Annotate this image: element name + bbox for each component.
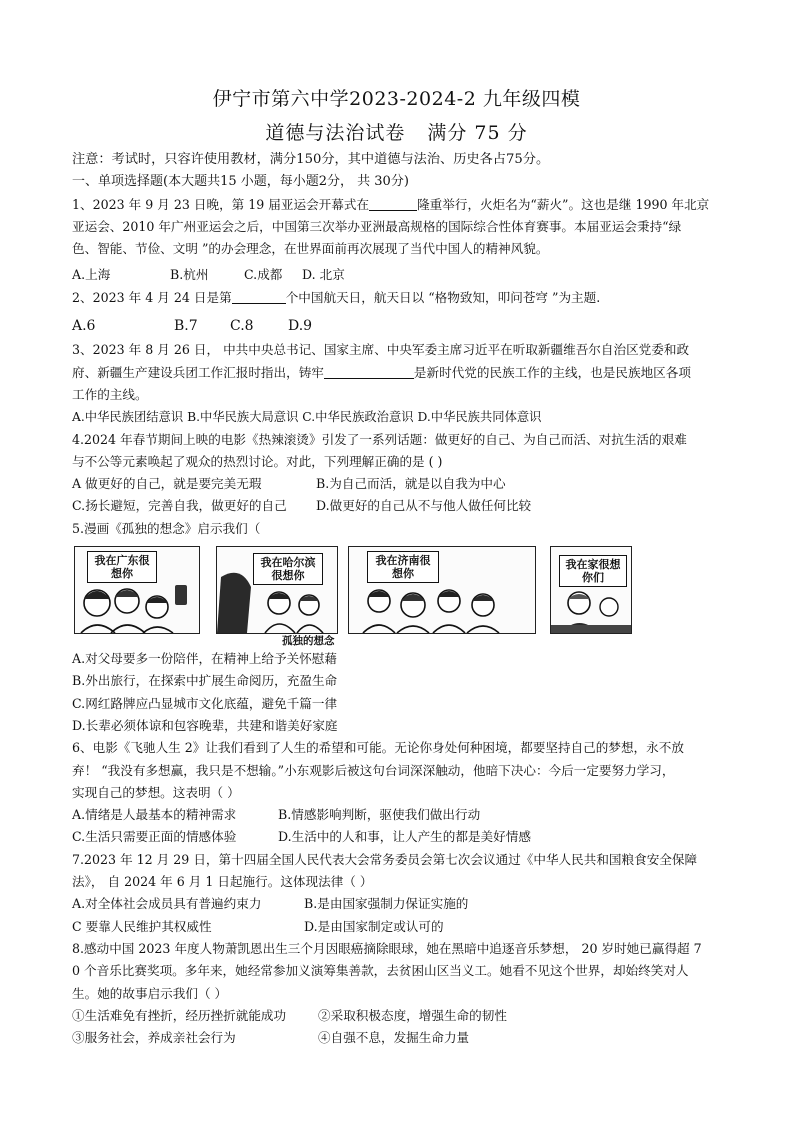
exam-content [72,149,732,1049]
comic-panel-2 [216,546,338,634]
option-c: C.扬长避短，完善自我，做更好的自己 [72,498,287,514]
traveler-figures-icon [217,547,337,633]
comic-panel-4 [550,546,632,634]
option-d: D.做更好的自己从不与他人做任何比较 [316,498,532,514]
stem-text: 2、2023 年 4 月 24 日是第 [72,289,232,305]
question-stem: 3、2023 年 8 月 26 日， 中共中央总书记、国家主席、中央军委主席习近平在听取新疆维吾尔自治区党委和政 [72,342,690,358]
fill-blank [369,197,417,211]
option-a: A.对父母要多一份陪伴，在精神上给予关怀慰藉 [72,651,337,667]
stem-text: 府、新疆生产建设兵团工作汇报时指出，铸牢 [72,364,324,380]
exam-notice: 注意：考试时，只容许使用教材，满分150分，其中道德与法治、历史各占75分。 [72,152,550,167]
option-b: B.杭州 [170,267,209,283]
option-a: A.上海 [72,267,111,283]
question-options [72,495,732,517]
stem-text: 是新时代党的民族工作的主线，也是民族地区各项 [413,364,691,380]
question-6 [72,737,732,848]
comic-panel-3 [348,546,536,634]
statement-1: ①生活难免有挫折，经历挫折就能成功 [72,1007,287,1023]
question-options [72,1027,732,1049]
option-c: C 要靠人民维护其权威性 [72,918,212,934]
question-3 [72,339,732,428]
statement-2: ②采取积极态度，增强生命的韧性 [318,1007,507,1023]
option-c: C.生活只需要正面的情感体验 [72,829,237,845]
fill-blank [324,365,414,379]
question-stem: 生。她的故事启示我们（ ） [72,985,228,1001]
exam-title: 伊宁市第六中学2023-2024-2 九年级四模 [212,88,581,110]
option-c: C.8 [230,318,254,335]
question-options [72,264,732,286]
section-title: 一、单项选择题(本大题共15 小题，每小题2分， 共 30分) [72,174,409,190]
question-2 [72,287,732,338]
option-b: B.情感影响判断，驱使我们做出行动 [278,807,481,823]
question-options [72,315,732,337]
option-a: A.对全体社会成员具有普遍约束力 [72,896,262,912]
question-options [72,916,732,938]
option-b: B.7 [174,318,198,335]
question-4 [72,429,732,518]
question-options [72,1005,732,1027]
speech-bubble: 我在家很想你们 [559,555,627,587]
stem-text: 隆重举行，火炬名为“薪火”。这也是继 1990 年北京 [417,196,710,212]
stem-text: 1、2023 年 9 月 23 日晚，第 19 届亚运会开幕式在 [72,196,370,212]
question-stem: 7.2023 年 12 月 29 日，第十四届全国人民代表大会常务委员会第七次会议通过《中华人民共和国粮食安全保障 [72,851,698,867]
speech-bubble: 我在广东很想你 [87,551,157,583]
option-d: D.是由国家制定或认可的 [304,918,444,934]
question-options: A.中华民族团结意识 B.中华民族大局意识 C.中华民族政治意识 D.中华民族共同体意识 [72,410,542,425]
option-d: D.9 [288,318,313,335]
group-figures-icon [349,577,535,633]
question-stem: 实现自己的梦想。这表明（ ） [72,784,240,800]
question-stem [72,287,732,309]
question-5 [72,518,732,737]
question-stem: 5.漫画《孤独的想念》启示我们（ [72,520,261,536]
option-d: D.长辈必须体谅和包容晚辈，共建和谐美好家庭 [72,717,338,733]
question-1 [72,194,732,287]
option-a: A 做更好的自己，就是要完美无瑕 [72,476,262,492]
speech-bubble: 我在济南很想你 [367,551,439,583]
comic-panel-1 [74,546,200,634]
statement-4: ④自强不息，发掘生命力量 [318,1030,470,1046]
option-c: C.网红路牌应凸显城市文化底蕴，避免千篇一律 [72,695,338,711]
option-c: C.成都 [244,267,283,283]
statement-3: ③服务社会，养成亲社会行为 [72,1030,236,1046]
question-stem: 6、电影《飞驰人生 2》让我们看到了人生的希望和可能。无论你身处何种困境，都要坚持自己的梦想，永不放 [72,740,684,756]
question-stem: 亚运会、2010 年广州亚运会之后，中国第三次举办亚洲最高规格的国际综合性体育赛事。本届亚运会秉持“绿 [72,218,682,234]
question-stem: 色、智能、节俭、文明 ”的办会理念，在世界面前再次展现了当代中国人的精神风貌。 [72,241,549,257]
question-options [72,826,732,848]
fill-blank [232,290,286,304]
comic-illustration [72,542,632,648]
question-stem [72,194,732,216]
question-stem [72,362,732,384]
question-options [72,893,732,915]
elderly-parents-icon [551,587,631,633]
question-options [72,804,732,826]
question-8 [72,938,732,1049]
family-figures-icon [75,581,199,633]
option-a: A.6 [72,318,96,335]
question-stem: 与不公等元素唤起了观众的热烈讨论。对此，下列理解正确的是 ( ) [72,453,443,469]
option-a: A.情绪是人最基本的精神需求 [72,807,237,823]
speech-bubble: 我在哈尔滨很想你 [253,553,323,585]
option-b: B.是由国家强制力保证实施的 [304,896,469,912]
exam-subtitle [0,118,793,145]
full-score: 满分 75 分 [427,122,528,144]
question-7 [72,849,732,938]
option-b: B.外出旅行，在探索中扩展生命阅历，充盈生命 [72,673,338,689]
question-stem: 0 个音乐比赛奖项。多年来，她经常参加义演筹集善款，去贫困山区当义工。她看不见这个世界，却始终笑对人 [72,963,689,979]
question-stem: 弃！ “我没有多想赢，我只是不想输。”小东观影后被这句台词深深触动，他暗下决心：今后一定要努力学习， [72,762,675,778]
question-stem: 4.2024 年春节期间上映的电影《热辣滚烫》引发了一系列话题：做更好的自己、为自己而活、对抗生活的艰难 [72,431,687,447]
option-b: B.为自己而活，就是以自我为中心 [316,476,506,492]
question-stem: 8.感动中国 2023 年度人物萧凯恩出生三个月因眼癌摘除眼球，她在黑暗中追逐音乐梦想， 20 岁时她已赢得超 7 [72,940,702,956]
question-options [72,473,732,495]
question-stem: 工作的主线。 [72,386,148,402]
option-d: D. 北京 [302,267,345,283]
subject-title: 道德与法治试卷 [265,122,406,144]
option-d: D.生活中的人和事，让人产生的都是美好情感 [278,829,531,845]
comic-caption: 孤独的想念 [282,635,335,648]
stem-text: 个中国航天日，航天日以 “格物致知，叩问苍穹 ”为主题. [285,289,601,305]
question-stem: 法》， 自 2024 年 6 月 1 日起施行。这体现法律（ ） [72,874,373,890]
